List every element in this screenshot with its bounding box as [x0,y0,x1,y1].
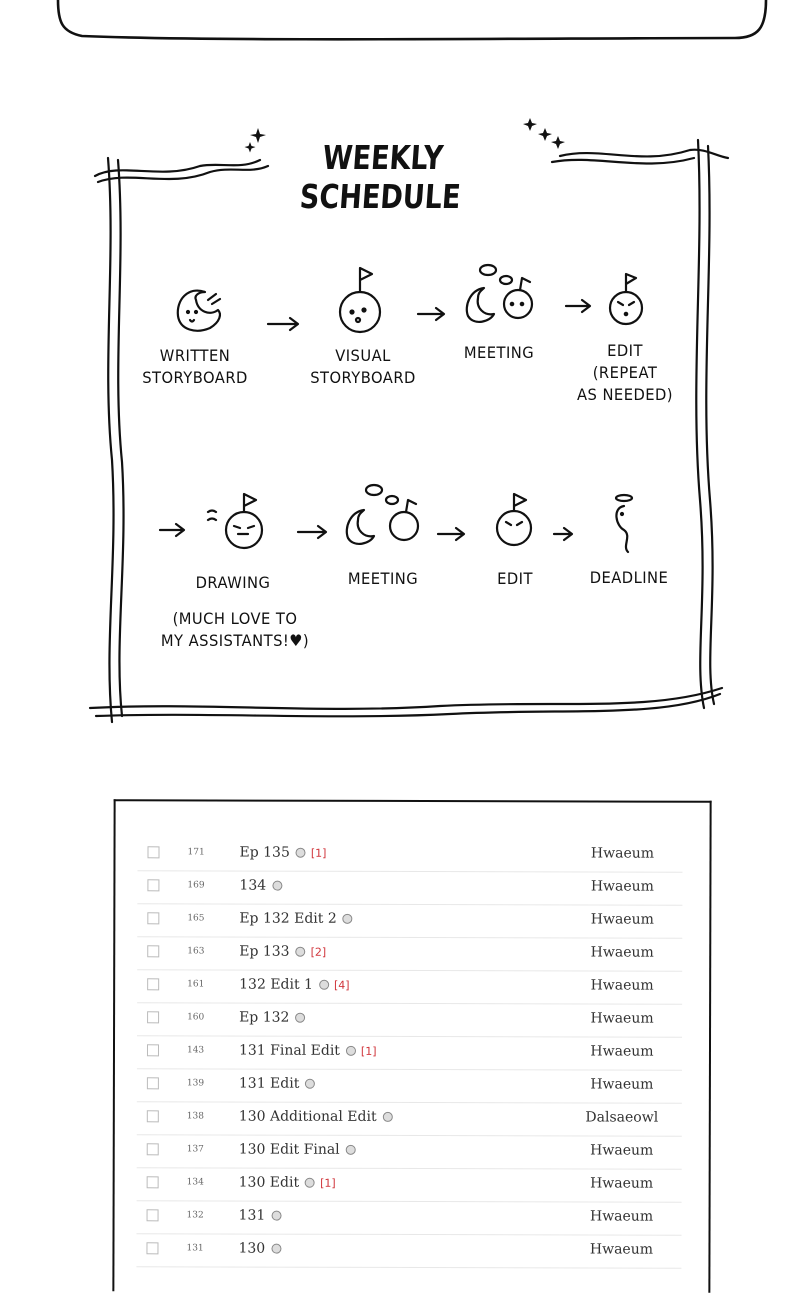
arrow-icon [566,300,590,312]
post-number: 171 [187,847,205,858]
step-meeting-2 [314,568,452,590]
comment-count: [1] [360,1044,377,1058]
row-checkbox[interactable] [147,879,159,891]
post-number: 160 [187,1012,205,1023]
image-attachment-icon [305,1178,315,1188]
post-number: 138 [186,1111,205,1122]
image-attachment-icon [319,980,329,990]
post-author[interactable]: Hwaeum [590,1010,654,1027]
post-author[interactable]: Hwaeum [590,1142,654,1159]
image-attachment-icon [271,1211,281,1221]
step-label-line: WRITTEN [159,346,231,365]
arrow-icon [268,318,298,330]
table-row[interactable] [137,1168,682,1202]
post-author[interactable]: Hwaeum [590,878,655,895]
post-number: 165 [187,913,205,924]
image-attachment-icon [296,947,306,957]
moon-character-icon [178,291,220,331]
edit-character-icon [497,494,531,545]
image-attachment-icon [346,1046,356,1056]
step-label-line: STORYBOARD [310,368,416,387]
image-attachment-icon [272,881,282,891]
step-label-line: STORYBOARD [142,368,248,387]
post-author[interactable]: Hwaeum [589,1241,654,1258]
assistants-note [148,608,323,652]
arrow-icon [298,526,326,538]
post-title-link[interactable] [238,1241,281,1257]
drawing-character-icon [208,494,262,548]
note-line: (MUCH LOVE TO [172,609,298,628]
post-author[interactable]: Hwaeum [589,1208,654,1225]
table-row[interactable] [137,838,682,872]
row-checkbox[interactable] [147,1077,159,1089]
image-attachment-icon [383,1112,393,1122]
table-row[interactable] [137,970,682,1004]
arrow-icon [160,524,184,536]
post-author[interactable]: Dalsaeowl [585,1109,659,1126]
post-number: 134 [186,1177,204,1188]
table-row[interactable] [136,1234,681,1268]
step-edit-repeat [556,340,694,406]
post-author[interactable]: Hwaeum [590,1175,654,1192]
post-number: 137 [186,1144,204,1155]
post-title: 130 Edit [238,1174,300,1191]
comment-count: [1] [310,846,327,860]
step-meeting [430,342,568,364]
post-title-link[interactable] [239,878,282,894]
table-row[interactable] [137,1036,682,1070]
schedule-title: WEEKLY SCHEDULE [298,138,462,216]
row-checkbox[interactable] [147,1176,159,1188]
post-title-link[interactable] [239,1175,336,1191]
row-checkbox[interactable] [147,1143,159,1155]
step-label-line: VISUAL [335,346,391,365]
post-number: 143 [186,1045,205,1056]
post-title: Ep 135 [239,844,290,861]
post-title-link[interactable] [239,977,349,993]
row-checkbox[interactable] [146,1242,158,1254]
comment-count: [4] [333,978,350,992]
post-title: Ep 132 Edit 2 [239,910,337,927]
post-title-link[interactable] [239,1142,356,1158]
table-row[interactable] [137,1201,682,1235]
post-title: 130 Additional Edit [238,1108,377,1125]
forum-post-list-panel [112,799,711,1293]
post-author[interactable]: Hwaeum [590,911,654,928]
row-checkbox[interactable] [147,978,159,990]
step-label-line: MEETING [463,343,535,362]
image-attachment-icon [346,1145,356,1155]
comment-count: [2] [310,945,327,959]
table-row[interactable] [137,1069,682,1103]
table-row[interactable] [137,871,682,905]
image-attachment-icon [295,1013,305,1023]
post-author[interactable]: Hwaeum [590,944,654,961]
step-deadline [560,567,698,589]
table-row[interactable] [137,937,682,971]
row-checkbox[interactable] [147,1044,159,1056]
table-row[interactable] [137,1102,682,1136]
flag-character-icon [340,268,380,332]
meeting-characters-icon [347,485,418,544]
post-number: 169 [187,880,205,891]
post-title-link[interactable] [239,1109,393,1125]
post-title: 131 Final Edit [238,1042,340,1059]
post-list [136,838,682,1268]
post-title-link[interactable] [239,1076,316,1092]
step-label-line: EDIT [497,569,533,588]
post-title-link[interactable] [239,944,326,960]
row-checkbox[interactable] [147,1011,159,1023]
post-title: 130 Edit Final [238,1141,340,1158]
note-line: MY ASSISTANTS!♥) [160,631,310,650]
arrow-icon [438,528,464,540]
post-author[interactable]: Hwaeum [590,845,655,862]
post-number: 139 [186,1078,205,1089]
arrow-icon [418,308,444,320]
post-title: 131 [238,1207,266,1224]
post-title: 131 Edit [238,1075,300,1092]
image-attachment-icon [343,914,353,924]
post-title: Ep 133 [239,943,290,960]
post-number: 131 [186,1243,204,1254]
post-title: 130 [238,1240,266,1257]
row-checkbox[interactable] [147,1110,159,1122]
step-label-line: DEADLINE [589,568,669,587]
row-checkbox[interactable] [147,912,159,924]
post-title: 132 Edit 1 [239,976,314,993]
row-checkbox[interactable] [147,846,159,858]
post-title-link[interactable] [239,911,352,927]
step-label-line: (REPEAT [592,363,658,382]
arrow-icon [554,528,572,540]
table-row[interactable] [137,904,682,938]
post-title-link[interactable] [239,1043,377,1059]
post-title-link[interactable] [239,1010,305,1026]
step-visual-storyboard [294,345,432,389]
post-number: 163 [187,946,205,957]
step-label-line: EDIT [607,341,643,360]
row-checkbox[interactable] [147,945,159,957]
step-drawing [164,572,302,594]
comment-count: [1] [320,1176,336,1190]
image-attachment-icon [296,848,306,858]
post-title: 134 [239,877,267,894]
post-title-link[interactable] [239,1208,282,1224]
post-author[interactable]: Hwaeum [590,1043,654,1060]
post-title: Ep 132 [239,1009,290,1026]
post-number: 161 [187,979,205,990]
row-checkbox[interactable] [147,1209,159,1221]
post-number: 132 [186,1210,204,1221]
ghost-character-icon [616,495,632,552]
table-row[interactable] [137,1003,682,1037]
image-attachment-icon [271,1244,281,1254]
post-title-link[interactable] [239,845,326,861]
edit-character-icon [610,274,642,324]
post-author[interactable]: Hwaeum [590,977,654,994]
image-attachment-icon [305,1079,315,1089]
table-row[interactable] [137,1135,682,1169]
step-written-storyboard [126,345,264,389]
speech-bubble-edge [0,0,800,60]
post-author[interactable]: Hwaeum [590,1076,654,1093]
step-label-line: DRAWING [195,573,271,592]
step-label-line: MEETING [347,569,419,588]
step-label-line: AS NEEDED) [576,385,674,404]
meeting-characters-icon [467,265,532,322]
